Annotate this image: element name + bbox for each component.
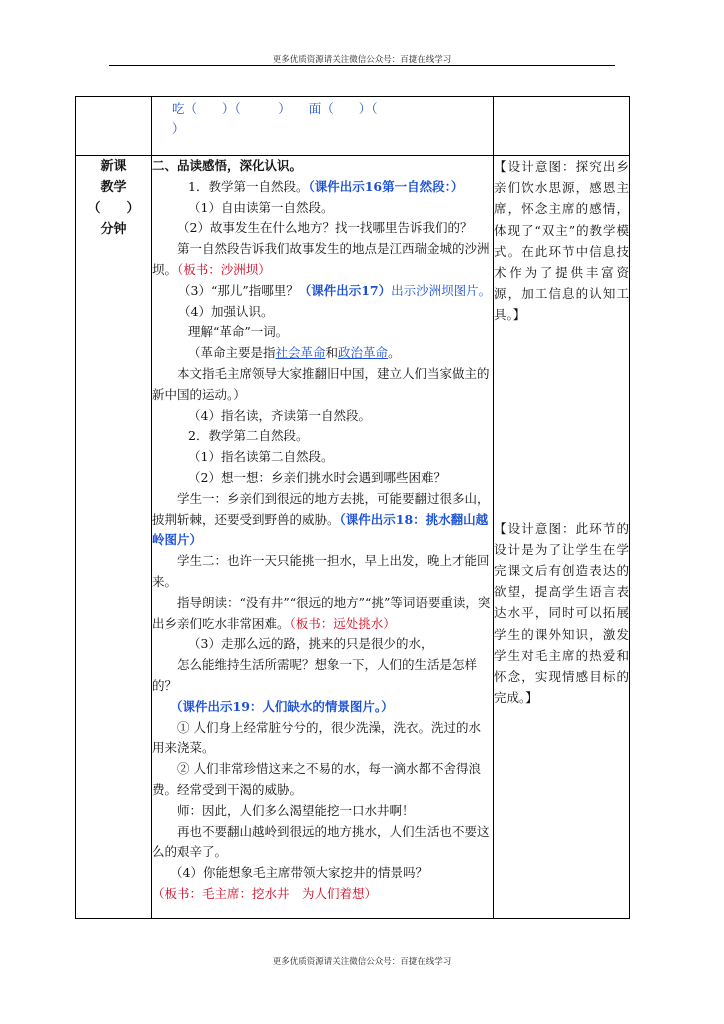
text-p8-and: 和 [325, 345, 339, 361]
courseware-17: （课件出示17） [298, 282, 392, 298]
text-p10: （4）指名读，齐读第一自然段。 [188, 407, 371, 423]
table-row [76, 97, 630, 156]
text-p22: 师：因此，人们多么渴望能挖一口水井啊！ [177, 802, 415, 818]
section-label-1: 新课 [100, 159, 127, 174]
design-note-1: 【设计意图：探究出乡亲们饮水思源，感恩主席，怀念主席的感情，体现了“双主”的教学模式。在此环节中信息技术作为了提供丰富资源，加工信息的认知工具。】 [494, 159, 629, 323]
fill-blank-3: ） [172, 121, 185, 136]
text-p8-start: （革命主要是指 [188, 345, 276, 361]
link-social-revolution[interactable]: 社会革命 [275, 345, 326, 361]
section-label-3: （ ） [87, 201, 140, 216]
text-p21: ② 人们非常珍惜这来之不易的水，每一滴水都不舍得浪费。经常受到干渴的威胁。 [152, 761, 481, 797]
row1-right-cell [494, 97, 630, 156]
row1-left-cell [76, 97, 152, 156]
text-p20: ① 人们身上经常脏兮兮的，很少洗澡，洗衣。洗过的水用来浇菜。 [152, 719, 481, 756]
text-p13: （2）想一想：乡亲们挑水时会遇到哪些困难？ [188, 469, 446, 485]
design-note-2: 【设计意图：此环节的设计是为了让学生在学完课文后有创造表达的欲望，提高学生语言表达水平，同时可以拓展学生的课外知识，激发学生对毛主席的热爱和怀念，实现情感目标的完成。】 [494, 520, 629, 706]
text-p6: （4）加强认识。 [178, 303, 274, 319]
courseware-16: （课件出示16第一自然段：） [308, 178, 464, 194]
section-label-cell [76, 156, 152, 919]
text-p12: （1）指名读第二自然段。 [188, 449, 334, 465]
text-p7: 理解“革命”一词。 [188, 324, 289, 340]
section-label-2: 教学 [100, 180, 127, 195]
text-p17: （3）走那么远的路，挑来的只是很少的水， [188, 636, 434, 652]
step-2-title: 2．教学第二自然段。 [188, 428, 309, 444]
row1-mid-cell [152, 97, 494, 156]
fill-blank-1: 吃（ ）（ ） [172, 101, 291, 116]
board-note-3: （板书：毛主席：挖水井 为人们着想） [152, 885, 378, 901]
board-note-1: （板书：沙洲坝） [177, 261, 271, 277]
section-label-4: 分钟 [100, 222, 127, 237]
text-p24: （4）你能想象毛主席带领大家挖井的情景吗？ [170, 865, 428, 881]
text-p3: （2）故事发生在什么地方？找一找哪里告诉我们的？ [177, 220, 473, 236]
section-heading: 二、品读感悟，深化认识。 [152, 158, 303, 173]
table-row [76, 156, 630, 919]
text-p23: 再也不要翻山越岭到很远的地方挑水，人们生活也不要这么的艰辛了。 [152, 823, 490, 860]
text-p16: 指导朗读：“没有井”“很远的地方”“挑”等词语要重读，突出乡亲们吃水非常困难。 [152, 594, 491, 631]
teaching-content-cell [152, 156, 494, 919]
fill-blank-line [152, 97, 493, 139]
fill-blank-2: 面（ ）（ [308, 101, 378, 116]
step-1-title: 1．教学第一自然段。 [188, 178, 309, 194]
show-image-note: 出示沙洲坝图片。 [391, 282, 492, 298]
text-p5: （3）“那儿”指哪里？ [178, 282, 299, 298]
courseware-19: （课件出示19：人们缺水的情景图片。） [170, 698, 394, 714]
courseware-18: （课件出示18：挑水翻山越岭图片） [152, 511, 489, 548]
text-p15: 学生二：也许一天只能挑一担水，早上出发，晚上才能回来。 [152, 553, 490, 589]
header-rule [109, 65, 615, 66]
link-political-revolution[interactable]: 政治革命 [338, 345, 389, 361]
text-p4: 第一自然段告诉我们故事发生的地点是江西瑞金城的沙洲坝。 [152, 241, 490, 277]
text-p8-end: 。 [388, 345, 401, 361]
text-p14: 学生一：乡亲们到很远的地方去挑，可能要翻过很多山，披荆斩棘，还要受到野兽的威胁。 [152, 490, 490, 527]
lesson-table [75, 96, 630, 919]
page-footer: 更多优质资源请关注微信公众号：百捷在线学习 [272, 957, 452, 967]
text-p18: 怎么能维持生活所需呢？想象一下，人们的生活是怎样的？ [152, 657, 478, 693]
design-intent-cell [494, 156, 630, 919]
text-p9: 本文指毛主席领导大家推翻旧中国，建立人们当家做主的新中国的运动。） [152, 365, 490, 402]
page-header: 更多优质资源请关注微信公众号：百捷在线学习 [272, 55, 452, 65]
board-note-2: （板书：远处挑水） [289, 615, 396, 631]
text-p2: （1）自由读第一自然段。 [188, 199, 334, 215]
